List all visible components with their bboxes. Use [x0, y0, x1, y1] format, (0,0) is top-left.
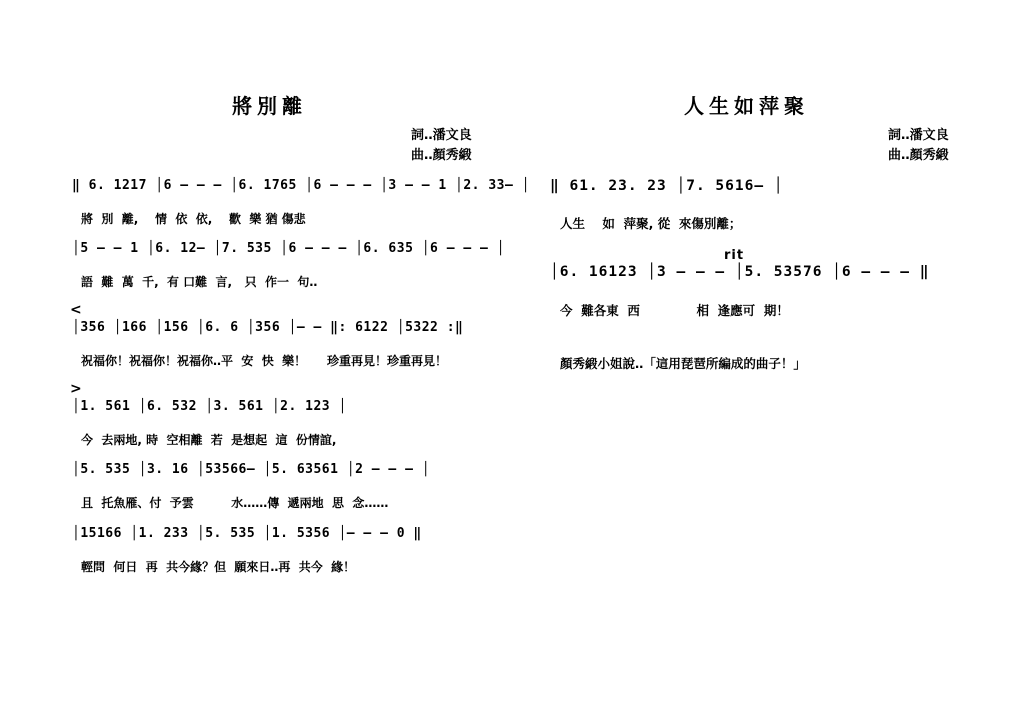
notation-line-2: │6. 16123 │3 — — — │5. 53576 │6 — — — ‖ — [550, 264, 930, 280]
lyric-line-3: 祝福你！祝福你！祝福你‥平 安 快 樂！ 珍重再見！珍重再見！ — [81, 354, 447, 368]
dynamic-decrescendo-mark: > — [70, 381, 82, 397]
composer-credit: 曲‥顏秀緞 — [888, 148, 949, 163]
lyricist-credit: 詞‥潘文良 — [411, 128, 472, 143]
notation-line-1: ‖ 6. 1217 │6 — — — │6. 1765 │6 — — — │3 — — 1 │2. 33— │ — [72, 178, 530, 193]
lyric-line-2: 今 難各東 西 相 逢應可 期！ — [560, 303, 789, 318]
composer-remark: 顏秀緞小姐說‥「這用琵琶所編成的曲子！」 — [560, 356, 806, 371]
song-title: 人生如萍聚 — [684, 94, 809, 118]
lyric-line-1: 人生 如 萍聚, 從 來傷別離； — [560, 216, 742, 231]
ritardando-mark: rit — [724, 248, 745, 263]
lyric-line-5: 且 托魚雁、付 予雲 水……傳 遞兩地 思 念…… — [81, 496, 389, 510]
lyric-line-4: 今 去兩地, 時 空相離 若 是想起 這 份情誼, — [81, 433, 337, 447]
notation-line-2: │5 — — 1 │6. 12— │7. 535 │6 — — — │6. 635 │6 — — — │ — [72, 241, 505, 256]
notation-line-1: ‖ 61. 23. 23 │7. 5616— │ — [550, 178, 784, 194]
lyric-line-1: 將 別 離, 情 依 依, 歡 樂 猶 傷悲 — [81, 212, 306, 226]
notation-line-3: │356 │166 │156 │6. 6 │356 │— — ‖: 6122 │5322 :‖ — [72, 320, 464, 335]
lyric-line-6: 輕問 何日 再 共今緣？但 願來日‥再 共今 緣！ — [81, 560, 356, 574]
lyric-line-2: 語 難 萬 千, 有 口難 言, 只 作一 句‥ — [81, 275, 318, 289]
notation-line-5: │5. 535 │3. 16 │53566— │5. 63561 │2 — — — │ — [72, 462, 431, 477]
lyricist-credit: 詞‥潘文良 — [888, 128, 949, 143]
notation-line-4: │1. 561 │6. 532 │3. 561 │2. 123 │ — [72, 399, 347, 414]
notation-line-6: │15166 │1. 233 │5. 535 │1. 5356 │— — — 0 ‖ — [72, 526, 422, 541]
dynamic-crescendo-mark: < — [70, 302, 82, 318]
song-title: 將別離 — [232, 94, 307, 118]
composer-credit: 曲‥顏秀緞 — [411, 148, 472, 163]
